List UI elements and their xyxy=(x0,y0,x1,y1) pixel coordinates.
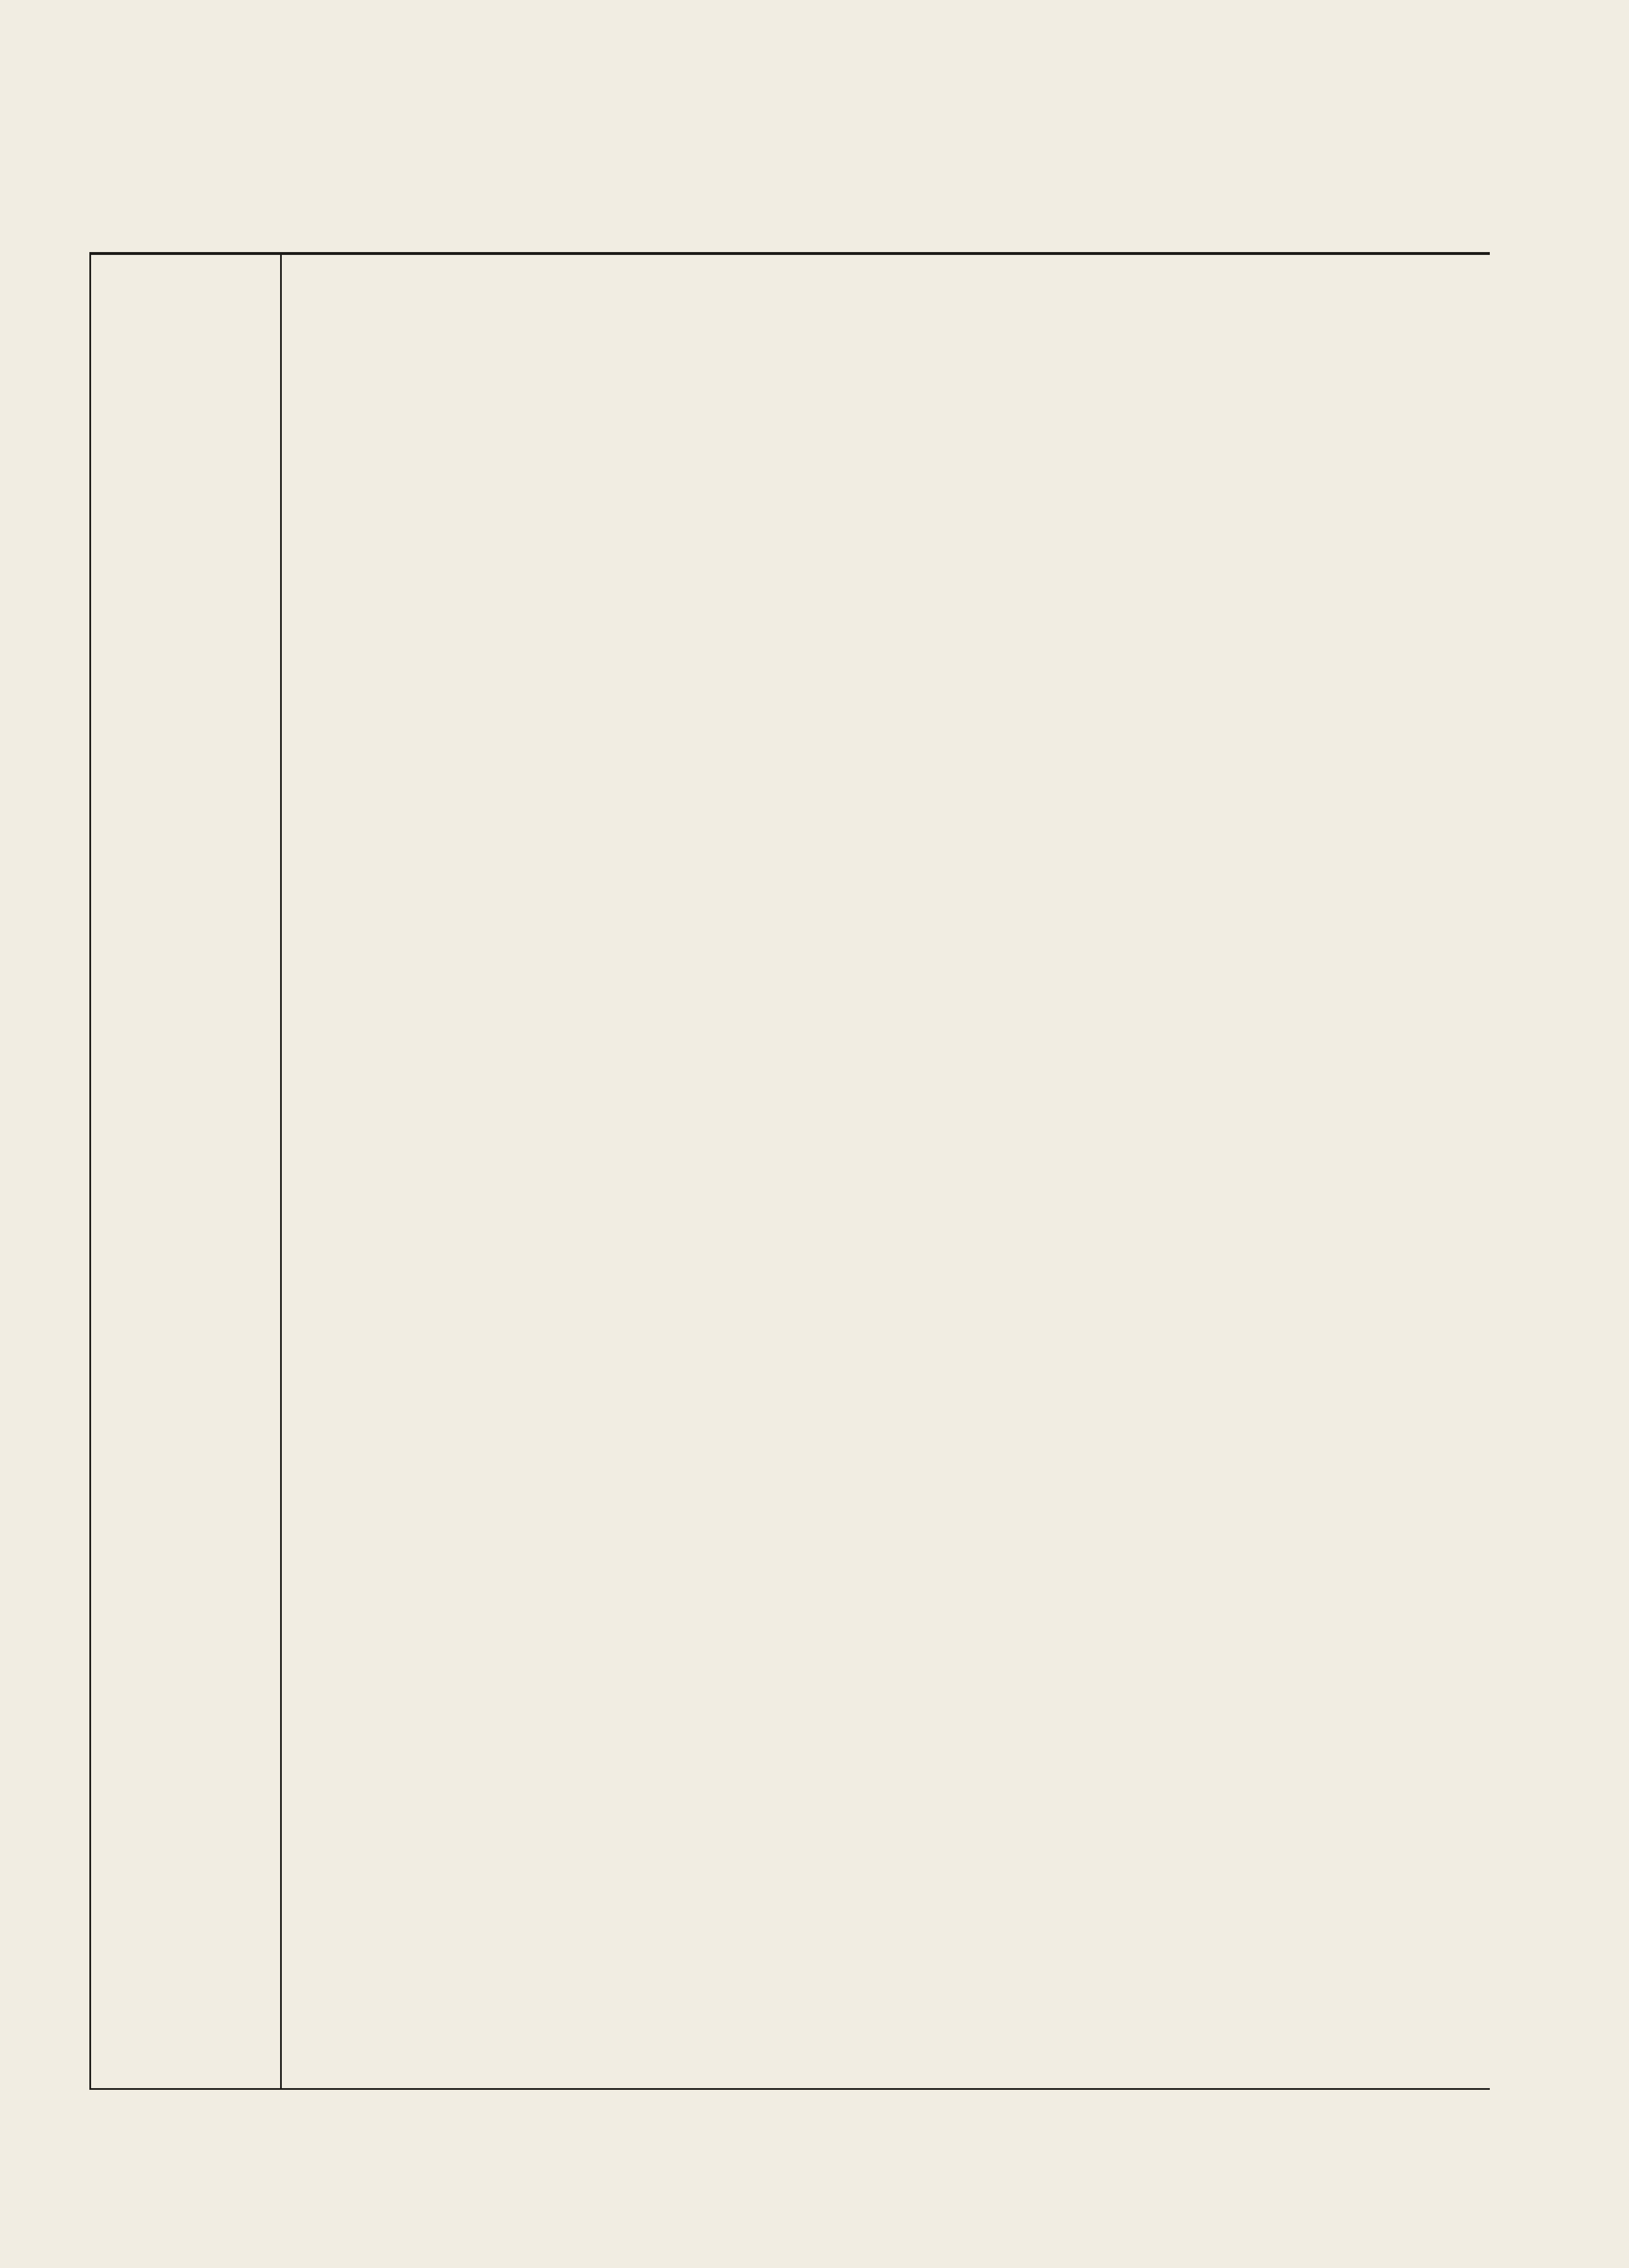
table-header xyxy=(91,255,282,2088)
climate-table-frame xyxy=(89,252,1490,2090)
climate-table xyxy=(91,255,1490,2088)
